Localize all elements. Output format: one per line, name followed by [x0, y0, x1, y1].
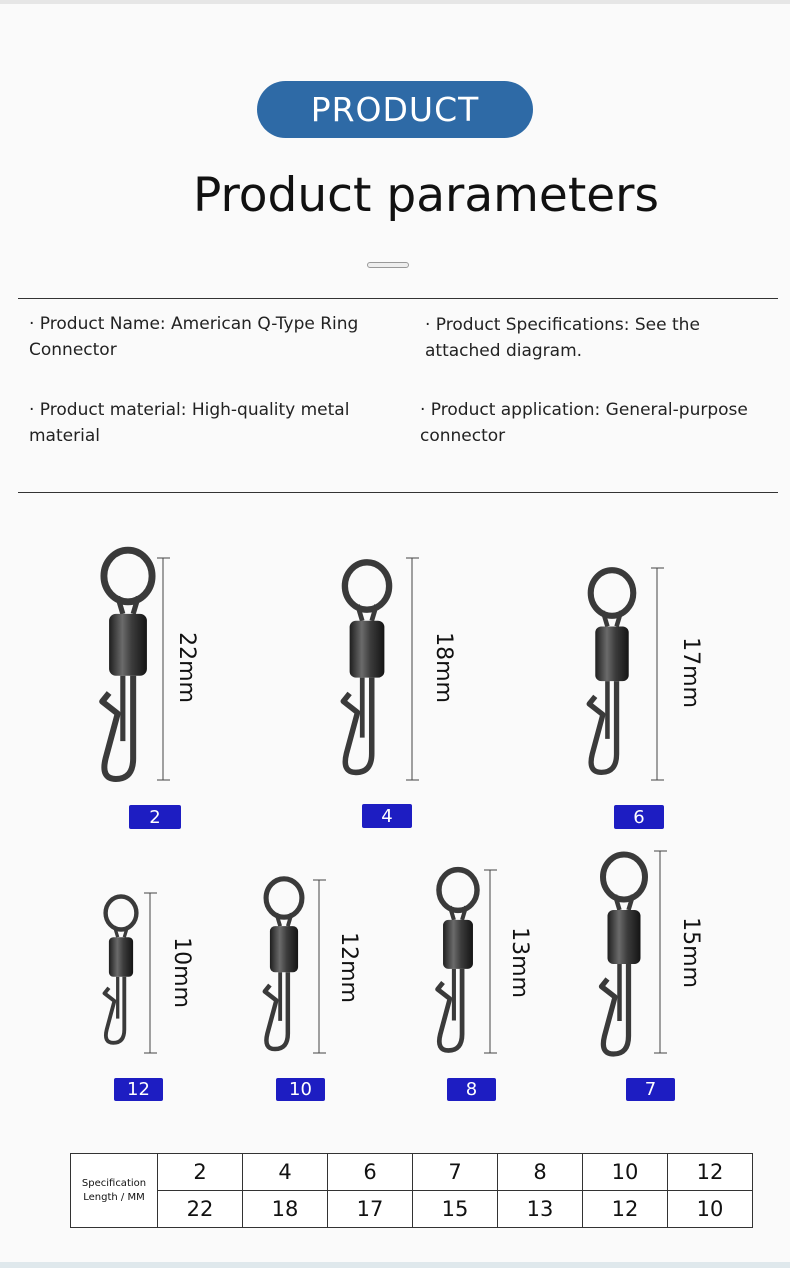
connector-size-12 — [105, 897, 137, 1043]
connector-size-8 — [438, 870, 477, 1051]
size-tag — [614, 805, 664, 829]
size-tag — [626, 1078, 675, 1101]
size-tag — [447, 1078, 496, 1101]
length-label: 12mm — [335, 932, 361, 1003]
length-label: 22mm — [173, 632, 199, 703]
length-cell: 10 — [668, 1191, 753, 1228]
param-line: · Product material: High-quality metal — [29, 400, 350, 420]
param-line: Connector — [29, 340, 117, 360]
spec-cell: 10 — [583, 1154, 668, 1191]
spec-cell: 2 — [158, 1154, 243, 1191]
size-tag-label: 2 — [149, 806, 161, 828]
table-row — [71, 1191, 753, 1228]
length-label: 15mm — [677, 917, 703, 988]
length-label: 18mm — [430, 632, 456, 703]
size-tag-label: 8 — [465, 1079, 478, 1100]
length-cell: 17 — [328, 1191, 413, 1228]
size-tag-label: 10 — [289, 1079, 312, 1100]
spec-cell: 7 — [413, 1154, 498, 1191]
length-cell: 18 — [243, 1191, 328, 1228]
length-label: 17mm — [677, 637, 703, 708]
table-header-line: Specification — [81, 1177, 147, 1189]
spec-cell: 6 — [328, 1154, 413, 1191]
param-line: · Product Specifications: See the — [425, 315, 700, 335]
connector-size-4 — [343, 562, 389, 772]
connector-size-2 — [102, 550, 152, 779]
param-line: material — [29, 426, 100, 446]
spec-cell: 4 — [243, 1154, 328, 1191]
length-label: 10mm — [168, 937, 194, 1008]
size-tag-label: 4 — [381, 805, 393, 827]
length-cell: 15 — [413, 1191, 498, 1228]
length-cell: 13 — [498, 1191, 583, 1228]
param-line: attached diagram. — [425, 341, 583, 361]
length-label: 13mm — [506, 927, 532, 998]
page-title: Product parameters — [192, 168, 659, 223]
connector-size-10 — [265, 879, 302, 1049]
length-cell: 22 — [158, 1191, 243, 1228]
param-line: · Product application: General-purpose — [420, 400, 748, 420]
size-tag — [129, 805, 181, 829]
spec-cell: 12 — [668, 1154, 753, 1191]
table-header-line: Length / MM — [83, 1191, 145, 1203]
size-tag — [114, 1078, 163, 1101]
size-tag — [362, 804, 412, 828]
length-cell: 12 — [583, 1191, 668, 1228]
size-tag-label: 12 — [127, 1079, 150, 1100]
spec-cell: 8 — [498, 1154, 583, 1191]
table-row — [71, 1154, 753, 1191]
product-badge-label: PRODUCT — [310, 90, 480, 129]
size-tag-label: 6 — [633, 806, 645, 828]
param-line: connector — [420, 426, 506, 446]
spec-table — [70, 1153, 753, 1228]
connector-size-7 — [602, 855, 646, 1055]
param-line: · Product Name: American Q-Type Ring — [29, 314, 359, 334]
table-header-cell — [71, 1154, 158, 1228]
bottom-border — [0, 1262, 790, 1268]
size-tag-label: 7 — [644, 1079, 657, 1100]
size-tag — [276, 1078, 325, 1101]
connector-size-6 — [589, 570, 633, 772]
